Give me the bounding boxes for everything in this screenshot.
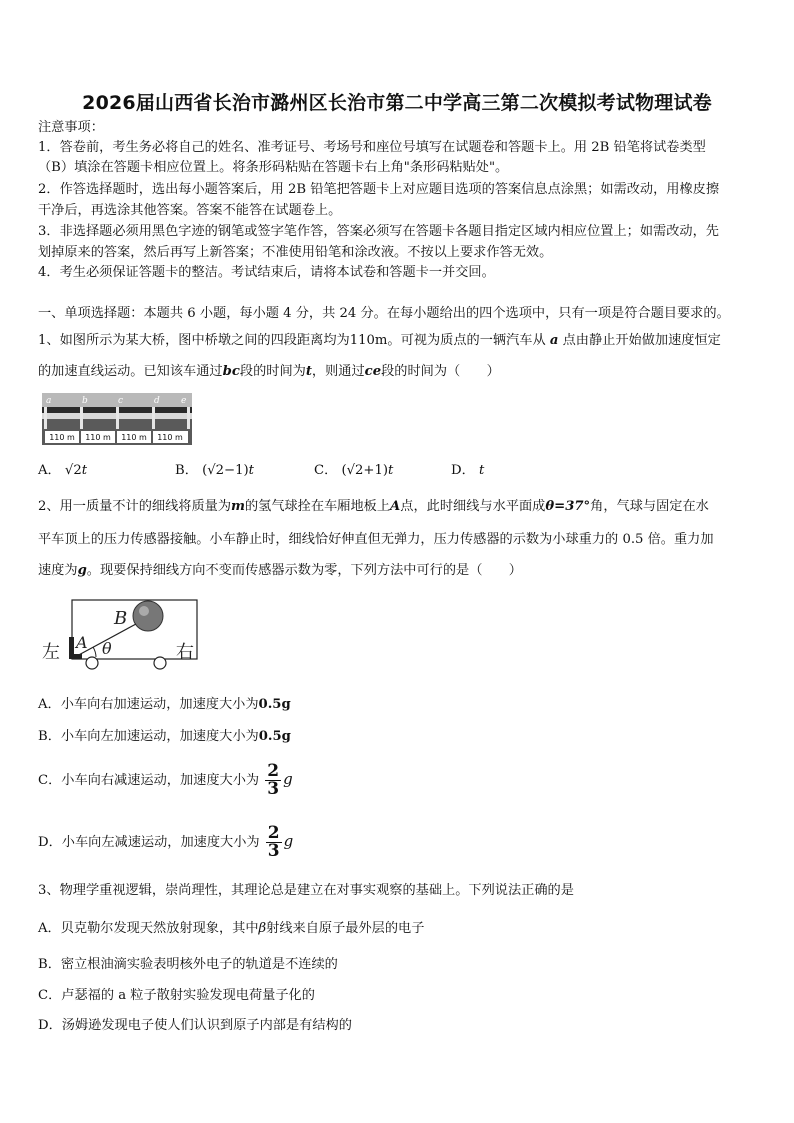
left-label: 左 [42, 642, 60, 663]
right-label: 右 [176, 642, 194, 663]
q2-option-b: B．小车向左加速运动，加速度大小为0.5g [38, 729, 291, 744]
notice-line: 3．非选择题必须用黑色字迹的钢笔或签字笔作答，答案必须写在答题卡各题目指定区域内相应位置上；如需改动，先 [38, 224, 719, 239]
q1-stem-line1: 1、如图所示为某大桥，图中桥墩之间的四段距离均为110m。可视为质点的一辆汽车从 a 点由静止开始做加速度恒定 [38, 333, 721, 348]
cart-wheel [86, 657, 98, 669]
bridge-pier [44, 407, 47, 429]
balloon-highlight [139, 606, 149, 616]
bridge-point-label: c [118, 396, 124, 406]
q3-stem: 3、物理学重视逻辑，崇尚理性，其理论总是建立在对事实观察的基础上。下列说法正确的是 [38, 883, 574, 898]
q3-option-d: D．汤姆逊发现电子使人们认识到原子内部是有结构的 [38, 1018, 352, 1033]
point-b-label: B [114, 608, 128, 629]
notice-line: 1．答卷前，考生务必将自己的姓名、准考证号、考场号和座位号填写在试题卷和答题卡上。用 2B 铅笔将试卷类型 [38, 140, 706, 155]
bridge-pier [187, 407, 190, 429]
bridge-sky [42, 393, 192, 407]
bridge-figure [42, 393, 192, 445]
q1-stem-line2: 的加速直线运动。已知该车通过bc段的时间为t，则通过ce段的时间为（ ） [38, 364, 500, 379]
page-title: 2026届山西省长治市潞州区长治市第二中学高三第二次模拟考试物理试卷 [82, 92, 712, 114]
point-a-label: A [76, 633, 88, 652]
q2-option-a: A．小车向右加速运动，加速度大小为0.5g [38, 697, 291, 712]
bridge-span-label: 110 m [121, 433, 147, 442]
q1-option-d: D． t [451, 463, 485, 478]
notice-line: 4．考生必须保证答题卡的整洁。考试结束后，请将本试卷和答题卡一并交回。 [38, 265, 495, 280]
fraction: $\frac{2}{3}$ [267, 761, 280, 799]
bridge-pier [152, 407, 155, 429]
notice-line: 干净后，再选涂其他答案。答案不能答在试题卷上。 [38, 203, 342, 218]
q2-stem-line2: 平车顶上的压力传感器接触。小车静止时，细线恰好伸直但无弹力，压力传感器的示数为小球重力的 0.5 倍。重力加 [38, 532, 714, 547]
q3-option-c: C．卢瑟福的 a 粒子散射实验发现电荷量子化的 [38, 988, 315, 1003]
bridge-span-label: 110 m [85, 433, 111, 442]
q2-stem-line3: 速度为g。现要保持细线方向不变而传感器示数为零，下列方法中可行的是（ ） [38, 563, 522, 578]
section-heading: 一、单项选择题：本题共 6 小题，每小题 4 分，共 24 分。在每小题给出的四个选项中，只有一项是符合题目要求的。 [38, 306, 730, 321]
cart-wheel [154, 657, 166, 669]
bridge-point-label: b [82, 396, 88, 406]
theta-label: θ [102, 639, 112, 658]
bridge-point-label: e [181, 396, 187, 406]
bridge-pier [116, 407, 119, 429]
q3-option-a: A．贝克勒尔发现天然放射现象，其中β射线来自原子最外层的电子 [38, 921, 425, 936]
q2-option-c: C．小车向右减速运动，加速度大小为 $\frac{2}{3}$ g [38, 761, 293, 799]
q1-option-b: B． (√2−1)t [175, 463, 254, 478]
bridge-point-label: a [46, 396, 52, 406]
q1-option-a: A． √2t [38, 463, 88, 478]
cart-balloon-figure [38, 594, 208, 672]
notice-heading: 注意事项： [38, 120, 104, 135]
fraction: $\frac{2}{3}$ [267, 823, 280, 861]
notice-line: 划掉原来的答案，然后再写上新答案；不准使用铅笔和涂改液。不按以上要求作答无效。 [38, 245, 553, 260]
bridge-pier [80, 407, 83, 429]
bridge-span-label: 110 m [157, 433, 183, 442]
notice-line: 2．作答选择题时，选出每小题答案后，用 2B 铅笔把答题卡上对应题目选项的答案信息点涂黑；如需改动，用橡皮擦 [38, 182, 720, 197]
q3-option-b: B．密立根油滴实验表明核外电子的轨道是不连续的 [38, 957, 338, 972]
anchor-base [69, 654, 82, 659]
bridge-span-label: 110 m [49, 433, 75, 442]
q2-option-d: D．小车向左减速运动，加速度大小为 $\frac{2}{3}$ g [38, 823, 294, 861]
q1-option-c: C． (√2+1)t [314, 463, 394, 478]
bridge-point-label: d [154, 396, 160, 406]
angle-arc [93, 647, 96, 657]
notice-line: （B）填涂在答题卡相应位置上。将条形码粘贴在答题卡右上角"条形码粘贴处"。 [38, 160, 509, 175]
balloon [133, 601, 163, 631]
q2-stem-line1: 2、用一质量不计的细线将质量为m的氢气球拴在车厢地板上A点，此时细线与水平面成θ=37°角，气球与固定在水 [38, 499, 709, 514]
